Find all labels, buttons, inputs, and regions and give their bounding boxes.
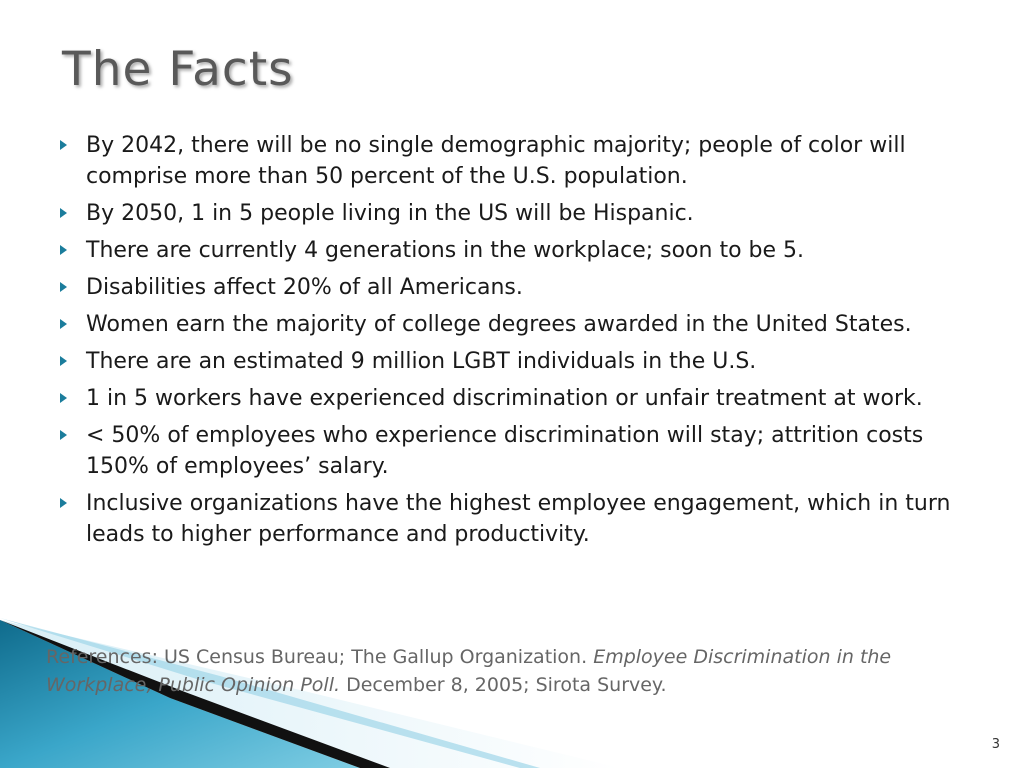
- list-item: [50, 383, 980, 414]
- list-item: [50, 420, 980, 482]
- page-number: 3: [991, 737, 1000, 752]
- triangle-right-icon: [60, 282, 67, 292]
- bullet-text: Women earn the majority of college degrees awarded in the United States.: [86, 312, 912, 337]
- bullet-text: By 2042, there will be no single demographic majority; people of color will comprise more than 50 percent of the U.S. population.: [86, 133, 906, 189]
- triangle-right-icon: [60, 319, 67, 329]
- bullet-text: There are an estimated 9 million LGBT individuals in the U.S.: [86, 349, 757, 374]
- triangle-right-icon: [60, 393, 67, 403]
- references-suffix: December 8, 2005; Sirota Survey.: [340, 674, 667, 696]
- triangle-right-icon: [60, 208, 67, 218]
- bullet-text: By 2050, 1 in 5 people living in the US will be Hispanic.: [86, 201, 694, 226]
- list-item: [50, 272, 980, 303]
- references-prefix: References: US Census Bureau; The Gallup Organization.: [46, 646, 594, 668]
- triangle-right-icon: [60, 245, 67, 255]
- slide-title: The Facts: [62, 42, 294, 97]
- triangle-right-icon: [60, 140, 67, 150]
- facts-list: [50, 130, 980, 556]
- bullet-text: < 50% of employees who experience discrimination will stay; attrition costs 150% of employees’ salary.: [86, 423, 924, 479]
- list-item: [50, 198, 980, 229]
- list-item: [50, 309, 980, 340]
- list-item: [50, 346, 980, 377]
- list-item: [50, 488, 980, 550]
- list-item: [50, 130, 980, 192]
- bullet-text: There are currently 4 generations in the workplace; soon to be 5.: [86, 238, 805, 263]
- references: [46, 643, 996, 699]
- triangle-right-icon: [60, 430, 67, 440]
- list-item: [50, 235, 980, 266]
- bullet-text: 1 in 5 workers have experienced discrimination or unfair treatment at work.: [86, 386, 923, 411]
- references-title: Employee Discrimination in the Workplace, Public Opinion Poll.: [46, 646, 892, 696]
- bullet-text: Inclusive organizations have the highest employee engagement, which in turn leads to higher performance and productivity.: [86, 491, 951, 547]
- bullet-text: Disabilities affect 20% of all Americans.: [86, 275, 523, 300]
- triangle-right-icon: [60, 498, 67, 508]
- triangle-right-icon: [60, 356, 67, 366]
